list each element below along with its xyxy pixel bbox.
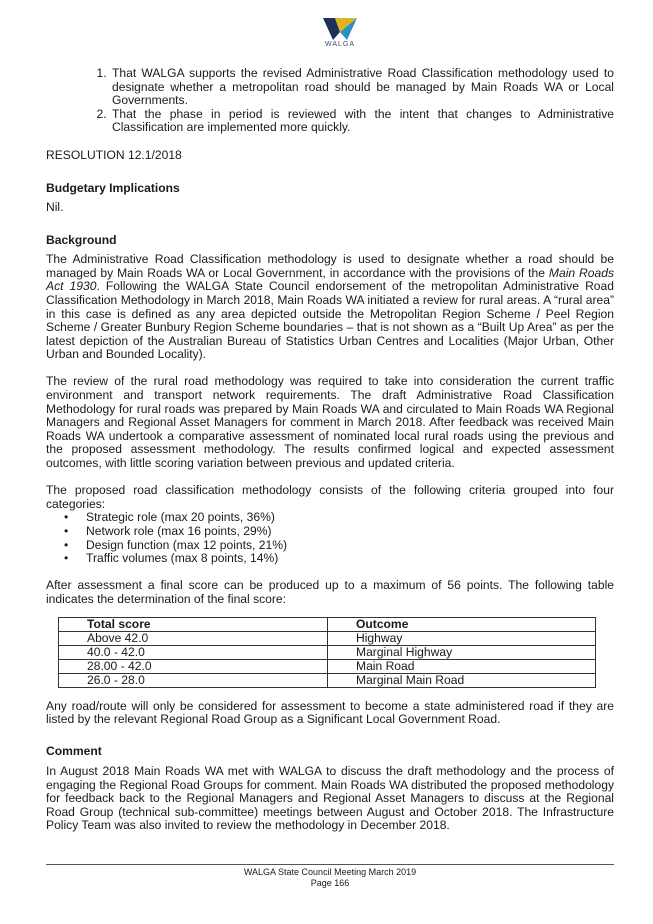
table-row (59, 673, 596, 687)
table-cell: 28.00 - 42.0 (59, 659, 328, 673)
background-paragraph-1 (46, 253, 614, 362)
table-cell: Marginal Main Road (328, 673, 596, 687)
resolution-item: 2. That the phase in period is reviewed with the intent that changes to Administrative Classification are implemented more quickly. (110, 108, 614, 135)
resolution-item: 1. That WALGA supports the revised Administrative Road Classification methodology used to designate whether a metropolitan road should be managed by Main Roads WA or Local Governments. (110, 67, 614, 108)
criteria-item: • Network role (max 16 points, 29%) (86, 525, 614, 539)
document-body (46, 67, 614, 833)
comment-heading: Comment (46, 744, 102, 759)
table-header-cell: Total score (59, 617, 328, 631)
table-cell: Highway (328, 631, 596, 645)
table-header-cell: Outcome (328, 617, 596, 631)
background-paragraph-4: After assessment a final score can be produced up to a maximum of 56 points. The following table indicates the determination of the final score: (46, 578, 614, 606)
resolution-reference: RESOLUTION 12.1/2018 (46, 147, 182, 162)
criteria-list (46, 511, 614, 565)
footer-meeting: WALGA State Council Meeting March 2019 (243, 867, 417, 877)
resolution-list (46, 67, 614, 135)
background-p1-end: . Following the WALGA State Council endorsement of the metropolitan Administrative Road Classification Methodology in March 2018, Main Roads WA initiated a review for rural areas. A “rural area” in this case is defined as any area depicted outside the Metropolitan Region Scheme / Peel Region Scheme / Greater Bunbury Region Scheme boundaries – that is not shown as a “Built Up Area” as per the latest depiction of the Australian Bureau of Statistics Urban Centres and Localities (Major Urban, Other Urban and Bounded Locality). (46, 279, 614, 362)
budget-heading: Budgetary Implications (46, 180, 180, 195)
comment-paragraph-1: In August 2018 Main Roads WA met with WALGA to discuss the draft methodology and the process of engaging the Regional Road Groups for comment. Main Roads WA distributed the proposed methodology for feedback back to the Regional Managers and Regional Asset Managers to discuss at the Regional Road Group (technical sub-committee) meetings between August and October 2018. The Infrastructure Policy Team was also invited to review the methodology in December 2018. (46, 763, 614, 833)
table-row (59, 645, 596, 659)
act-name: Main Roads Act 1930 (46, 265, 614, 294)
table-cell: Above 42.0 (59, 631, 328, 645)
criteria-item: • Strategic role (max 20 points, 36%) (86, 511, 614, 525)
table-cell: Main Road (328, 659, 596, 673)
logo-text: WALGA (324, 41, 356, 48)
table-cell: Marginal Highway (328, 645, 596, 659)
background-paragraph-5: Any road/route will only be considered for assessment to become a state administered road if they are listed by the relevant Regional Road Group as a Significant Local Government Road. (46, 698, 614, 727)
table-row (59, 659, 596, 673)
criteria-item: • Traffic volumes (max 8 points, 14%) (86, 552, 614, 566)
score-table (58, 617, 596, 688)
background-p1-start: The Administrative Road Classification methodology is used to designate whether a road should be managed by Main Roads WA or Local Government, in accordance with the provisions of the (46, 252, 614, 280)
walga-logo-icon (323, 18, 357, 40)
criteria-item: • Design function (max 12 points, 21%) (86, 539, 614, 553)
page-footer (46, 864, 614, 889)
background-paragraph-3: The proposed road classification methodology consists of the following criteria grouped into four categories: (46, 483, 614, 511)
footer-page-number: Page 166 (310, 878, 350, 888)
table-header-row (59, 617, 596, 631)
budget-text: Nil. (46, 200, 64, 215)
walga-logo (318, 18, 362, 58)
table-cell: 40.0 - 42.0 (59, 645, 328, 659)
background-paragraph-2: The review of the rural road methodology was required to take into consideration the current traffic environment and transport network requirements. The draft Administrative Road Classification Methodology for rural roads was prepared by Main Roads WA and circulated to Main Roads WA Regional Managers and Regional Asset Managers for comment in March 2018. After feedback was received Main Roads WA undertook a comparative assessment of nominated local rural roads using the previous and the proposed assessment methodology. The results confirmed logical and expected assessment outcomes, with little scoring variation between previous and updated criteria. (46, 374, 614, 471)
table-row (59, 631, 596, 645)
background-heading: Background (46, 232, 117, 247)
table-cell: 26.0 - 28.0 (59, 673, 328, 687)
